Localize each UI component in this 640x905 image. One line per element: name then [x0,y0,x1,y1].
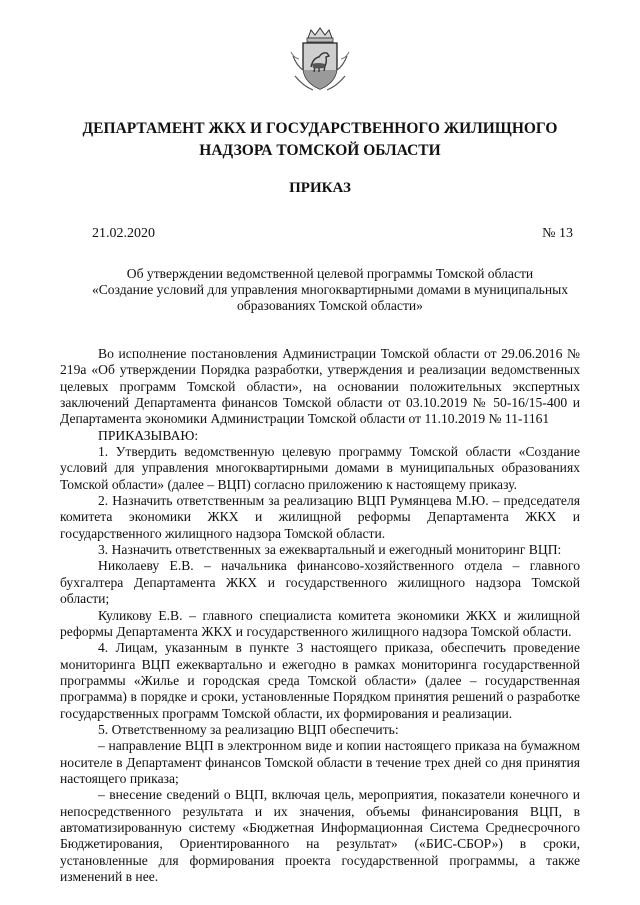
order-word: ПРИКАЗЫВАЮ: [98,427,199,443]
subject-line-1: Об утверждении ведомственной целевой программы Томской области [126,266,534,281]
clause-5-item-2: – внесение сведений о ВЦП, включая цель, мероприятия, показатели конечного и непосредственного результата и их значения, объемы финансирования ВЦП, в автоматизированную систему «Бюджетная Информационная Система Среднесрочного Бюджетирования, Ориентированного на результат» («БИС-СБОР») в сроки, установленные для формирования проекта государственной программы, а также изменений в нее. [60,787,580,884]
document-type-heading: ПРИКАЗ [289,180,351,196]
coat-of-arms-emblem [289,26,351,96]
clause-3: 3. Назначить ответственных за ежеквартальный и ежегодный мониторинг ВЦП: [98,542,562,558]
subject-line-3: образованиях Томской области» [237,298,423,313]
order-date: 21.02.2020 [92,226,155,241]
clause-3-person-2: Куликову Е.В. – главного специалиста комитета экономики ЖКХ и жилищной реформы Департамента ЖКХ и государственного жилищного надзора Томской области. [60,607,580,639]
clause-2: 2. Назначить ответственным за реализацию ВЦП Румянцева М.Ю. – председателя комитета экономики ЖКХ и жилищной реформы Департамента ЖКХ и государственного жилищного надзора Томской области. [60,493,580,541]
department-line-1: ДЕПАРТАМЕНТ ЖКХ И ГОСУДАРСТВЕННОГО ЖИЛИЩНОГО [82,120,558,137]
order-body [60,346,580,885]
order-number: № 13 [542,226,573,241]
department-name [40,118,600,162]
clause-3-person-1: Николаеву Е.В. – начальника финансово-хозяйственного отдела – главного бухгалтера Департамента ЖКХ и государственного жилищного надзора Томской области; [60,558,580,607]
clause-4: 4. Лицам, указанным в пункте 3 настоящего приказа, обеспечить проведение мониторинга ВЦП ежеквартально и ежегодно в рамках мониторинга государственной программы «Жилье и городская среда Томской области» (далее – государственная программа) в порядке и сроки, установленные Порядком принятия решений о разработке государственных программ Томской области, их формирования и реализации. [60,640,580,721]
clause-5: 5. Ответственному за реализацию ВЦП обеспечить: [98,721,399,737]
clause-1: 1. Утвердить ведомственную целевую программу Томской области «Создание условий для управления многоквартирными домами в муниципальных образованиях Томской области» (далее – ВЦП) согласно приложению к настоящему приказу. [60,444,580,492]
subject-line-2: «Создание условий для управления многоквартирными домами в муниципальных [91,282,569,297]
department-line-2: НАДЗОРА ТОМСКОЙ ОБЛАСТИ [199,142,441,159]
preamble-paragraph: Во исполнение постановления Администрации Томской области от 29.06.2016 № 219а «Об утверждении Порядка разработки, утверждения и реализации ведомственных целевых программ Томской области», на основании положительных экспертных заключений Департамента финансов Томской области от 03.10.2019 № 50-16/15-400 и Департамента экономики Администрации Томской области от 11.10.2019 № 11-1161 [60,346,580,427]
clause-5-item-1: – направление ВЦП в электронном виде и копии настоящего приказа на бумажном носителе в Департамент финансов Томской области в течение трех дней со дня принятия настоящего приказа; [60,738,580,786]
order-subject [80,266,580,314]
